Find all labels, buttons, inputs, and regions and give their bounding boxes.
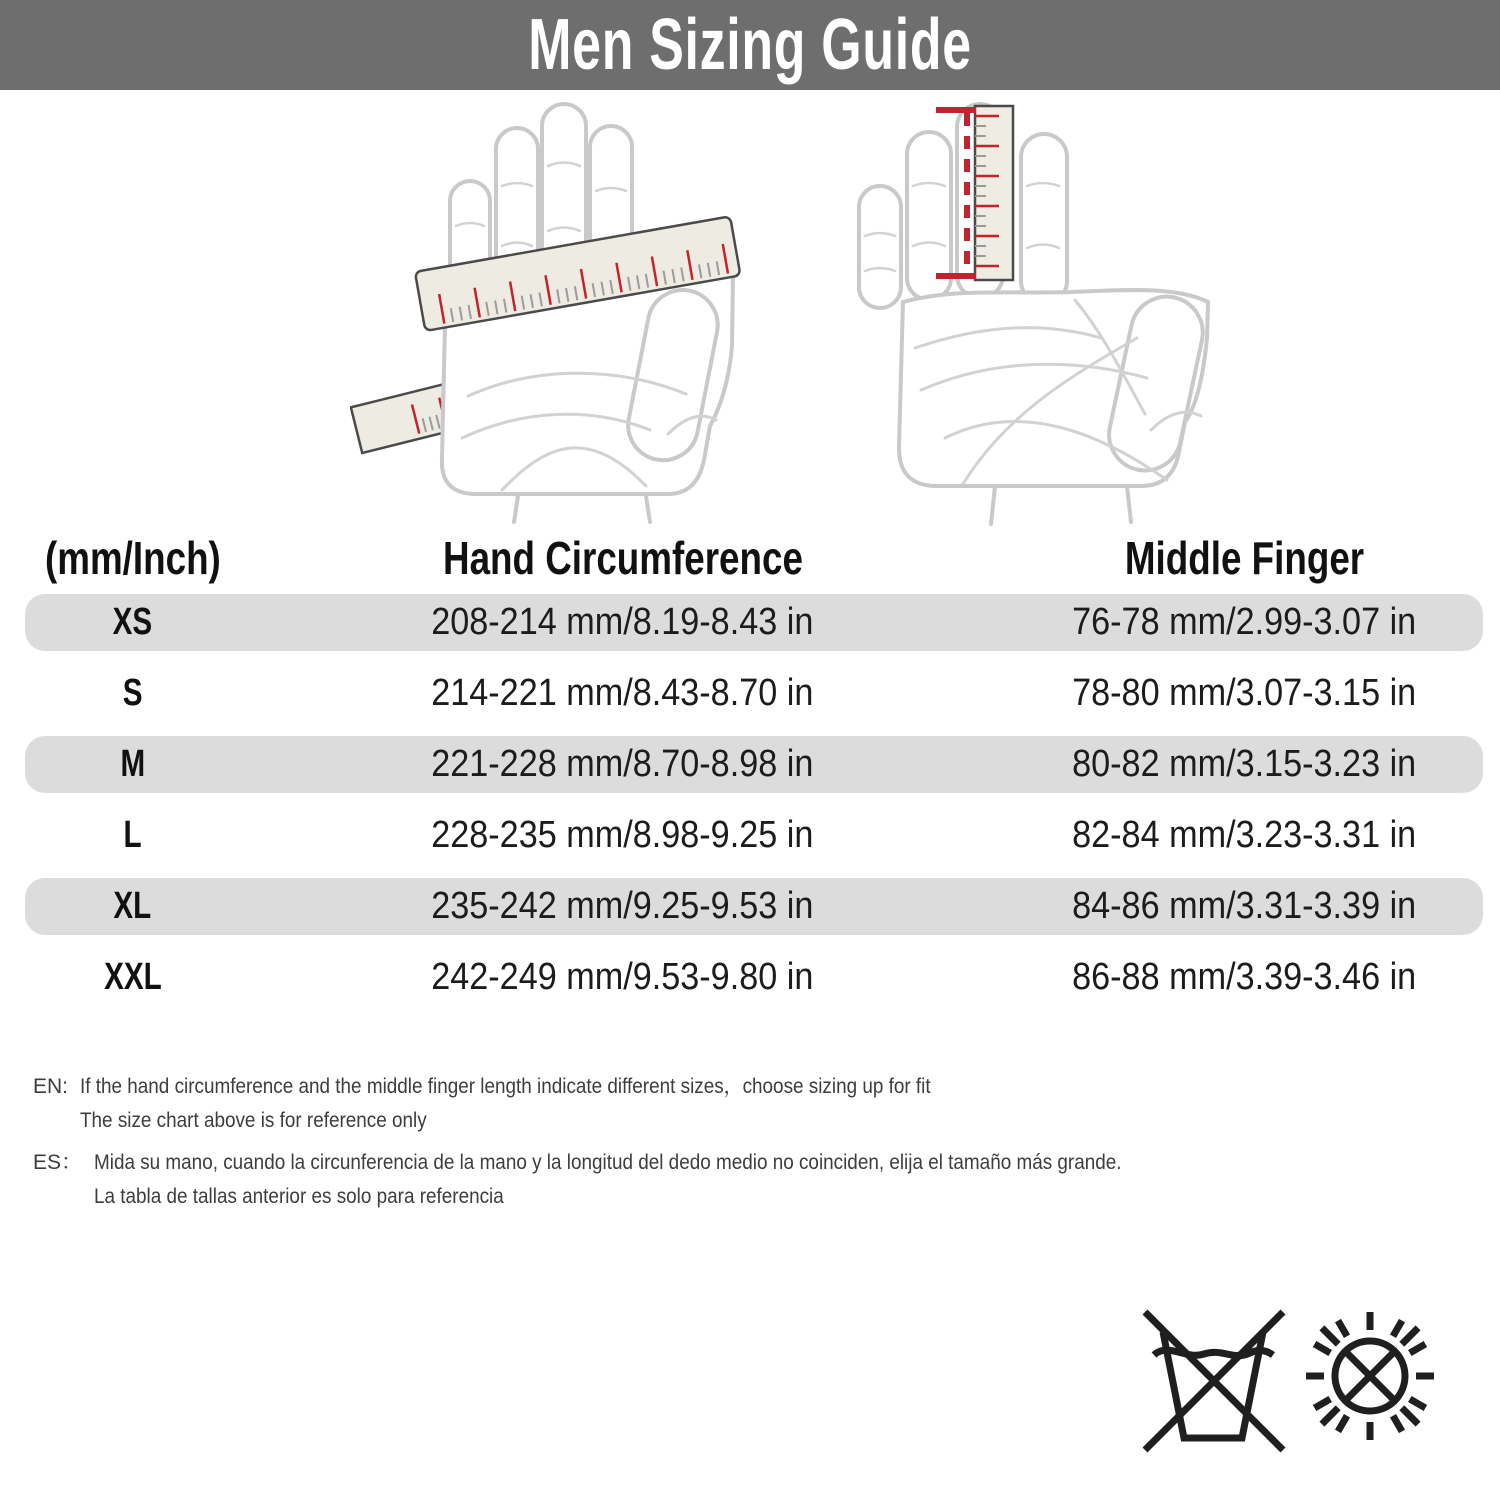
middle-finger-value: 78-80 mm/3.07-3.15 in [1071, 672, 1417, 714]
note-es-line2: La tabla de tallas anterior es solo para referencia [94, 1185, 504, 1208]
size-label: L [123, 814, 142, 856]
wrist-lines [991, 486, 1131, 524]
inner-cross [1345, 1351, 1395, 1401]
table-row [25, 594, 1483, 651]
size-label: S [122, 672, 143, 714]
note-english [33, 1070, 1025, 1138]
title-bar [0, 0, 1500, 90]
table-body [25, 594, 1483, 1006]
middle-finger-value: 86-88 mm/3.39-3.46 in [1071, 956, 1417, 998]
size-label: XL [113, 885, 152, 927]
middle-finger-value: 84-86 mm/3.31-3.39 in [1071, 885, 1417, 927]
hand-circumference-value: 242-249 mm/9.53-9.80 in [431, 956, 814, 998]
middle-finger-value: 82-84 mm/3.23-3.31 in [1071, 814, 1417, 856]
table-row [25, 807, 1483, 864]
hand-circumference-value: 228-235 mm/8.98-9.25 in [431, 814, 814, 856]
table-header-row [25, 522, 1483, 594]
column-header-units: (mm/Inch) [44, 532, 221, 584]
middle-finger-value: 80-82 mm/3.15-3.23 in [1071, 743, 1417, 785]
page-title: Men Sizing Guide [528, 5, 972, 85]
column-header-middle-finger: Middle Finger [1124, 532, 1364, 584]
hand-circumference-value: 235-242 mm/9.25-9.53 in [431, 885, 814, 927]
note-spanish [33, 1146, 1236, 1214]
note-en-line1: If the hand circumference and the middle finger length indicate different sizes，choose sizing up for fit [80, 1075, 931, 1098]
hand-circumference-value: 208-214 mm/8.19-8.43 in [431, 601, 814, 643]
cross-out-lines [1145, 1312, 1283, 1450]
ruler [975, 106, 1013, 280]
measure-hand-circumference-illustration [350, 96, 800, 524]
size-table [25, 522, 1483, 1020]
do-not-dry-in-sunlight-icon [1296, 1306, 1444, 1450]
size-label: XS [112, 601, 153, 643]
note-es-label: ES： [33, 1151, 83, 1174]
size-label: M [120, 743, 145, 785]
note-es-line1: Mida su mano, cuando la circunferencia de la mano y la longitud del dedo medio no coinciden, elija el tamaño más grande. [94, 1151, 1122, 1174]
table-row [25, 878, 1483, 935]
size-label: XXL [103, 956, 162, 998]
table-row [25, 665, 1483, 722]
measure-middle-finger-illustration [845, 86, 1275, 534]
table-row [25, 949, 1483, 1006]
wrist-lines [514, 496, 650, 522]
note-en-line2: The size chart above is for reference only [80, 1109, 427, 1132]
column-header-hand-circumference: Hand Circumference [442, 532, 803, 584]
middle-finger-value: 76-78 mm/2.99-3.07 in [1071, 601, 1417, 643]
note-en-label: EN: [33, 1075, 69, 1098]
hand-circumference-value: 214-221 mm/8.43-8.70 in [431, 672, 814, 714]
table-row [25, 736, 1483, 793]
hand-circumference-value: 221-228 mm/8.70-8.98 in [431, 743, 814, 785]
do-not-wash-icon [1138, 1298, 1290, 1456]
